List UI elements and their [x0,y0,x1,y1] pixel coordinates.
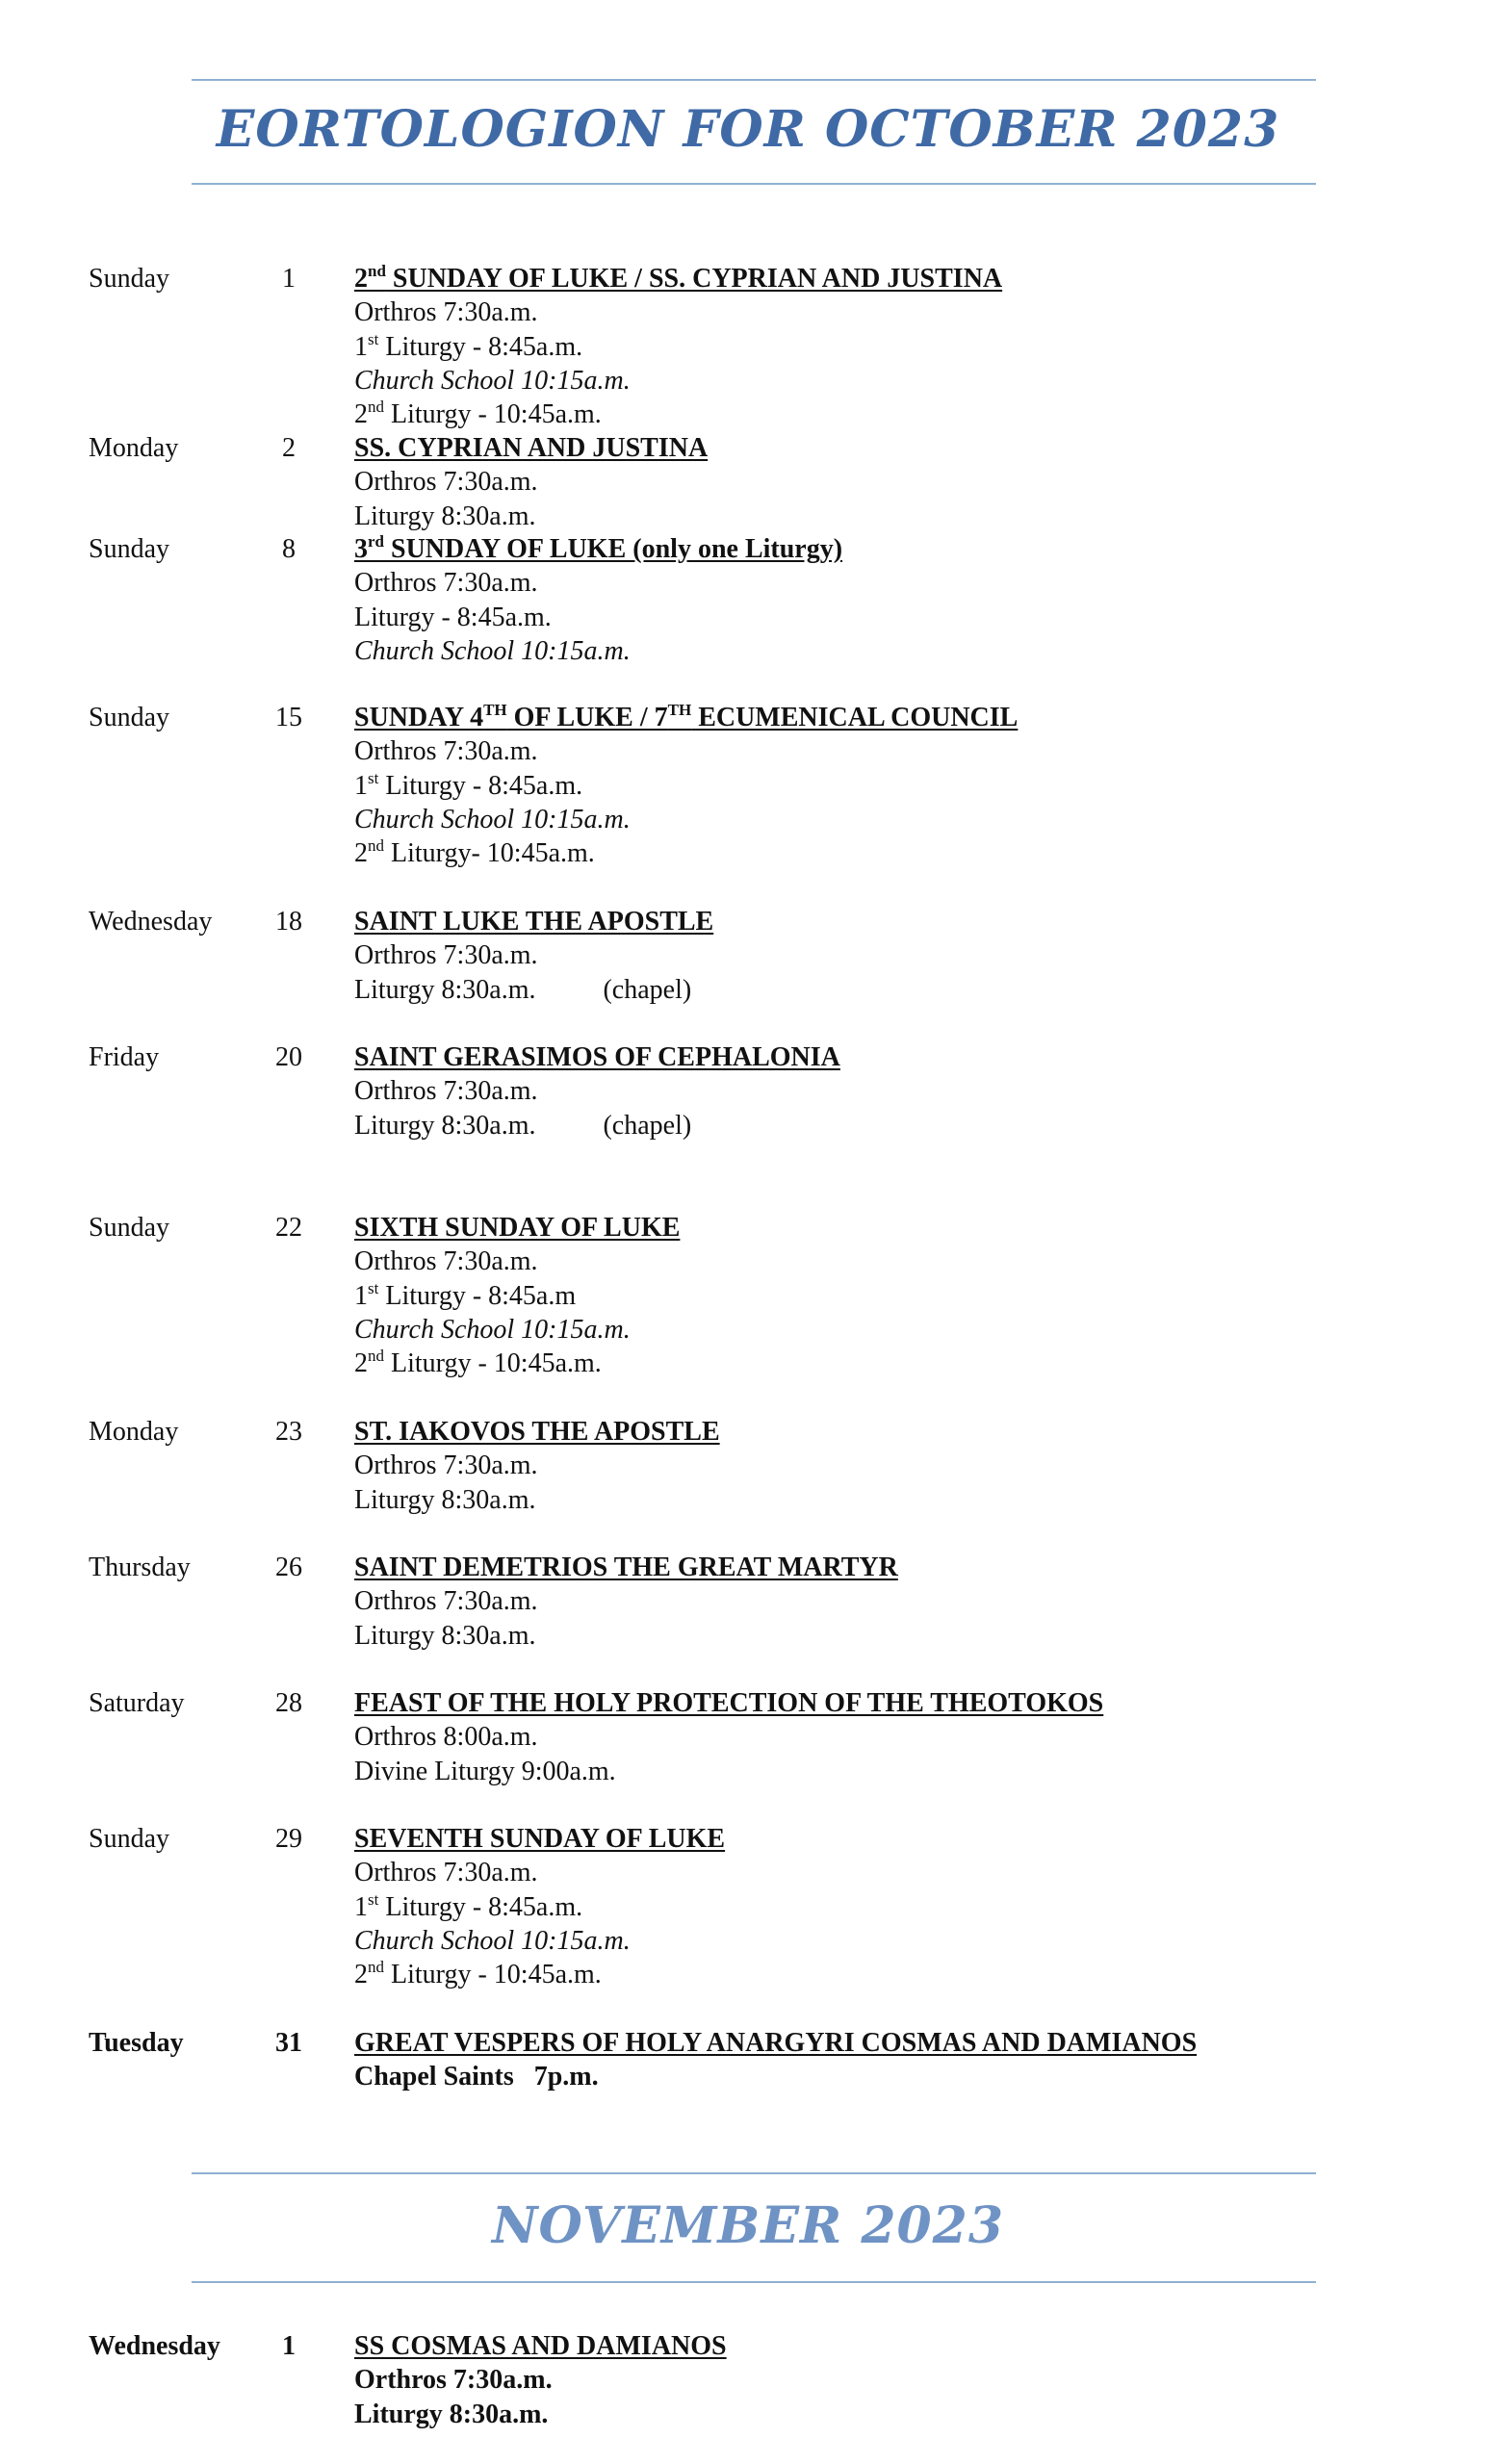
entry-details [354,1686,1103,1788]
service-time: Orthros 7:30a.m. [354,568,538,599]
entry-date-number: 1 [282,2331,296,2361]
entry-day: Sunday [89,534,169,564]
service-time: Orthros 7:30a.m. [354,736,538,767]
feast-title: 3rd SUNDAY OF LUKE (only one Liturgy) [354,532,843,564]
service-time: 1st Liturgy - 8:45a.m. [354,329,583,362]
service-time: 2nd Liturgy - 10:45a.m. [354,1958,602,1990]
feast-title: SAINT DEMETRIOS THE GREAT MARTYR [354,1553,898,1582]
service-time: Orthros 7:30a.m. [354,1246,538,1277]
feast-title: SAINT GERASIMOS OF CEPHALONIA [354,1042,840,1072]
section-title-november: NOVEMBER 2023 [491,2196,1005,2255]
entry-details [354,2026,1197,2094]
service-time: Orthros 7:30a.m. [354,467,538,498]
entry-date-number: 28 [275,1688,302,1718]
entry-day: Wednesday [89,907,213,937]
service-time: Liturgy - 8:45a.m. [354,602,552,632]
entry-day: Sunday [89,703,169,732]
feast-title: SIXTH SUNDAY OF LUKE [354,1213,681,1243]
bottom-rule-october [192,183,1316,185]
entry-date-number: 15 [275,703,302,732]
entry-date-number: 2 [282,433,296,463]
service-time: Orthros 7:30a.m. [354,1858,538,1888]
entry-date-number: 8 [282,534,296,564]
page-title-october: EORTOLOGION FOR OCTOBER 2023 [216,100,1280,159]
entry-date-number: 18 [275,907,302,937]
entry-details [354,1415,720,1517]
feast-title: SAINT LUKE THE APOSTLE [354,907,714,937]
entry-date-number: 26 [275,1553,302,1582]
service-time: 2nd Liturgy - 10:45a.m. [354,1347,602,1379]
service-time: Chapel Saints 7p.m. [354,2062,599,2092]
feast-title: ST. IAKOVOS THE APOSTLE [354,1417,720,1447]
entry-details [354,1211,680,1380]
service-time: Liturgy 8:30a.m. (chapel) [354,1110,692,1141]
feast-title: SS COSMAS AND DAMIANOS [354,2331,727,2361]
entry-details [354,701,1018,870]
entry-day: Tuesday [89,2028,184,2058]
service-time: Church School 10:15a.m. [354,1314,631,1345]
entry-date-number: 31 [275,2028,302,2058]
entry-day: Thursday [89,1553,191,1582]
service-time: Church School 10:15a.m. [354,1925,631,1956]
entry-date-number: 20 [275,1042,302,1072]
entry-details [354,1822,725,1991]
feast-title: SUNDAY 4TH OF LUKE / 7TH ECUMENICAL COUNCIL [354,701,1019,732]
service-time: Liturgy 8:30a.m. [354,1484,536,1515]
service-time: Church School 10:15a.m. [354,365,631,396]
service-time: Divine Liturgy 9:00a.m. [354,1756,616,1786]
top-rule-october [192,79,1316,81]
entry-date-number: 29 [275,1824,302,1854]
entry-date-number: 23 [275,1417,302,1447]
service-time: Orthros 7:30a.m. [354,2365,553,2396]
service-time: 2nd Liturgy- 10:45a.m. [354,836,595,869]
entry-day: Monday [89,433,179,463]
entry-date-number: 22 [275,1213,302,1243]
service-time: Orthros 8:00a.m. [354,1722,538,1753]
service-time: 1st Liturgy - 8:45a.m [354,1278,577,1311]
top-rule-november [192,2172,1316,2174]
service-time: Orthros 7:30a.m. [354,1586,538,1617]
entry-details [354,262,1002,431]
service-time: Orthros 7:30a.m. [354,1076,538,1107]
entry-day: Sunday [89,264,169,294]
service-time: Church School 10:15a.m. [354,635,631,666]
entry-details [354,1040,840,1142]
service-time: 1st Liturgy - 8:45a.m. [354,1889,583,1922]
service-time: 1st Liturgy - 8:45a.m. [354,768,583,801]
service-time: Church School 10:15a.m. [354,804,631,834]
feast-title: SEVENTH SUNDAY OF LUKE [354,1824,726,1854]
entry-details [354,1551,898,1653]
service-time: Orthros 7:30a.m. [354,940,538,971]
feast-title: GREAT VESPERS OF HOLY ANARGYRI COSMAS AND DAMIANOS [354,2028,1198,2058]
service-time: 2nd Liturgy - 10:45a.m. [354,398,602,430]
feast-title: 2nd SUNDAY OF LUKE / SS. CYPRIAN AND JUSTINA [354,262,1003,294]
entry-day: Wednesday [89,2331,220,2361]
service-time: Orthros 7:30a.m. [354,297,538,328]
service-time: Liturgy 8:30a.m. [354,1620,536,1651]
entry-day: Saturday [89,1688,185,1718]
entry-details [354,532,842,668]
feast-title: FEAST OF THE HOLY PROTECTION OF THE THEOTOKOS [354,1688,1104,1718]
entry-date-number: 1 [282,264,296,294]
entry-day: Friday [89,1042,160,1072]
entry-details [354,2329,727,2431]
service-time: Liturgy 8:30a.m. [354,500,536,531]
entry-day: Monday [89,1417,179,1447]
service-time: Liturgy 8:30a.m. (chapel) [354,974,692,1005]
entry-day: Sunday [89,1213,169,1243]
bottom-rule-november [192,2281,1316,2283]
entry-day: Sunday [89,1824,169,1854]
feast-title: SS. CYPRIAN AND JUSTINA [354,433,709,463]
service-time: Orthros 7:30a.m. [354,1450,538,1481]
entry-details [354,905,713,1007]
entry-details [354,431,708,533]
service-time: Liturgy 8:30a.m. [354,2399,549,2429]
